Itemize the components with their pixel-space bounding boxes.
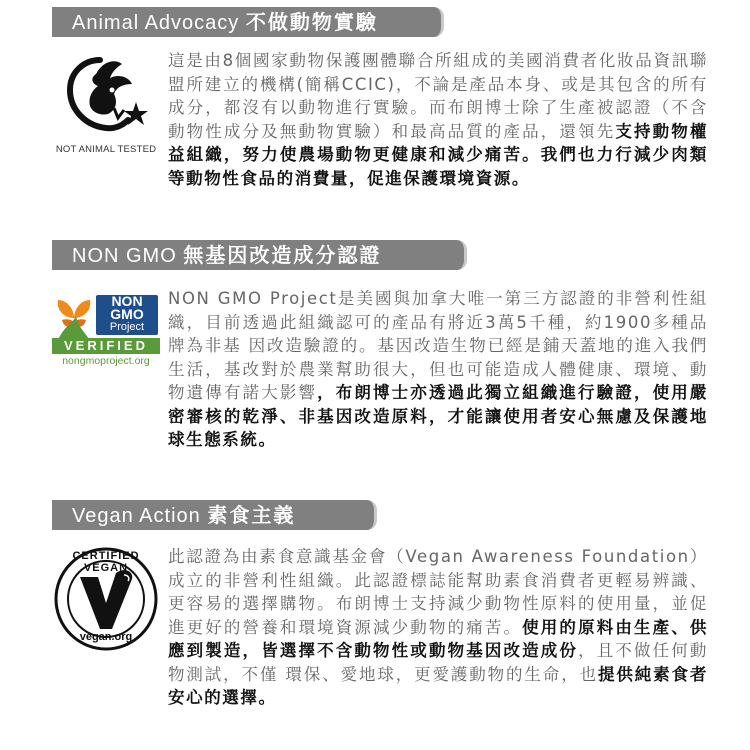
logo-gmo-text: GMO bbox=[110, 306, 144, 322]
header-en: Vegan Action bbox=[72, 505, 201, 527]
animal-advocacy-text-normal: 這是由8個國家動物保護團體聯合所組成的美國消費者化妝品資訊聯盟所建立的機構(簡稱CCIC)，不論是產品本身、或是其包含的所有成分，都沒有以動物進行實驗。而布朗博士除了生產被認證（不含動物性成分及無動物實驗）和最高品質的產品，還領先 bbox=[168, 51, 708, 141]
vegan-text-bold-2: 提供純素食者安心的選擇。 bbox=[168, 664, 708, 707]
header-cn: 不做動物實驗 bbox=[245, 10, 378, 34]
header-en: Animal Advocacy bbox=[72, 12, 240, 34]
vegan-action-header bbox=[52, 500, 377, 530]
not-animal-tested-caption: NOT ANIMAL TESTED bbox=[55, 144, 157, 155]
logo-project-text: Project bbox=[109, 321, 145, 333]
butterfly-icon bbox=[54, 296, 94, 340]
animal-advocacy-text-bold: 支持動物權益組織，努力使農場動物更健康和減少痛苦。我們也力行減少肉類等動物性食品的消費量，促進保護環境資源。 bbox=[168, 121, 708, 188]
header-cn: 素食主義 bbox=[207, 503, 296, 527]
non-gmo-text bbox=[168, 287, 708, 452]
logo-vegan-org-text: vegan.org bbox=[79, 631, 133, 643]
certified-vegan-logo bbox=[52, 545, 160, 653]
vegan-text-bold: 使用的原料由生產、供應到製造，皆選擇不含動物性或動物基因改造成份 bbox=[168, 617, 709, 660]
non-gmo-project-logo bbox=[52, 292, 160, 372]
non-gmo-text-bold: ，布朗博士亦透過此獨立組織進行驗證，使用嚴密審核的乾淨、非基因改造原料，才能讓使用者安心無慮及保護地球生態系統。 bbox=[168, 383, 708, 449]
non-gmo-text-normal: NON GMO Project是美國與加拿大唯一第三方認證的非營利性組織，目前透過此組織認可的產品有將近3萬5千種，約1900多種品牌為非基 因改造驗證的。基因改造生物已經是鋪天蓋地的進入我們生活，基改對於農業幫助很大，但也可能造成人體健康、環境、動物遺傳有諾大影響 bbox=[168, 289, 708, 402]
animal-advocacy-header bbox=[52, 7, 444, 37]
logo-url: nongmoproject.org bbox=[62, 355, 150, 367]
vegan-text-normal: 此認證為由素食意識基金會（Vegan Awareness Foundation）成立的非營利性組織。此認證標誌能幫助素食消費者更輕易辨識、更容易的選擇購物。布朗博士支持減少動物性原料的使用量，並促進更好的營養和環境資源減少動物的痛苦。 bbox=[168, 547, 708, 637]
header-cn: 無基因改造成分認證 bbox=[183, 243, 382, 267]
non-gmo-header bbox=[52, 240, 467, 270]
logo-non-text: NON bbox=[111, 293, 143, 309]
not-animal-tested-logo bbox=[55, 50, 157, 155]
logo-certified-vegan-text: CERTIFIED VEGAN bbox=[72, 550, 140, 574]
animal-advocacy-text bbox=[168, 49, 708, 190]
logo-verified-band: VERIFIED bbox=[52, 338, 160, 354]
header-en: NON GMO bbox=[72, 245, 177, 267]
vegan-text-normal-2: ，且不做任何動物測試，不僅 環保、愛地球，更愛護動物的生命，也 bbox=[168, 641, 708, 684]
vegan-action-text bbox=[168, 545, 708, 710]
bunny-icon bbox=[56, 50, 156, 142]
